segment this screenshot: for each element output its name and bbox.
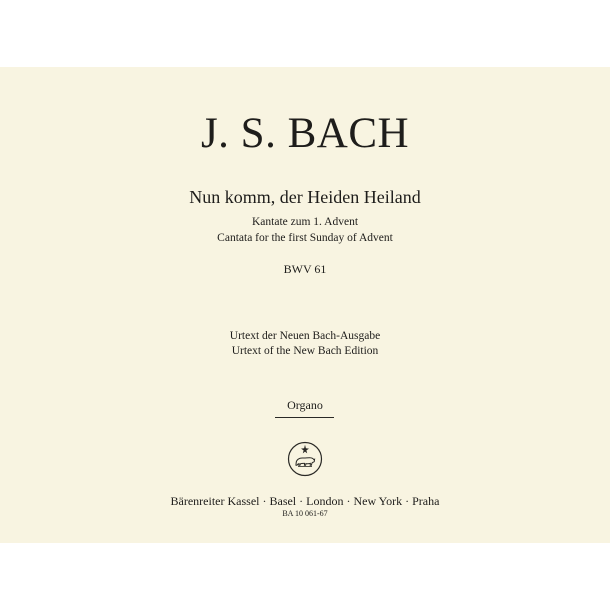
order-number: BA 10 061-67 <box>282 509 328 518</box>
part-name: Organo <box>287 398 323 412</box>
score-cover <box>0 67 610 543</box>
bwv-number: BWV 61 <box>283 262 327 276</box>
edition-english: Urtext of the New Bach Edition <box>231 345 379 357</box>
subtitle-english: Cantata for the first Sunday of Advent <box>217 232 393 244</box>
composer-name: J. S. BACH <box>200 110 410 157</box>
subtitle-german: Kantate zum 1. Advent <box>251 216 359 228</box>
work-title: Nun komm, der Heiden Heiland <box>189 187 421 207</box>
part-underline <box>275 417 334 418</box>
edition-german: Urtext der Neuen Bach-Ausgabe <box>229 330 381 342</box>
baerenreiter-bear-logo-icon <box>287 441 323 477</box>
publisher-line: Bärenreiter Kassel · Basel · London · New York · Praha <box>170 494 440 508</box>
